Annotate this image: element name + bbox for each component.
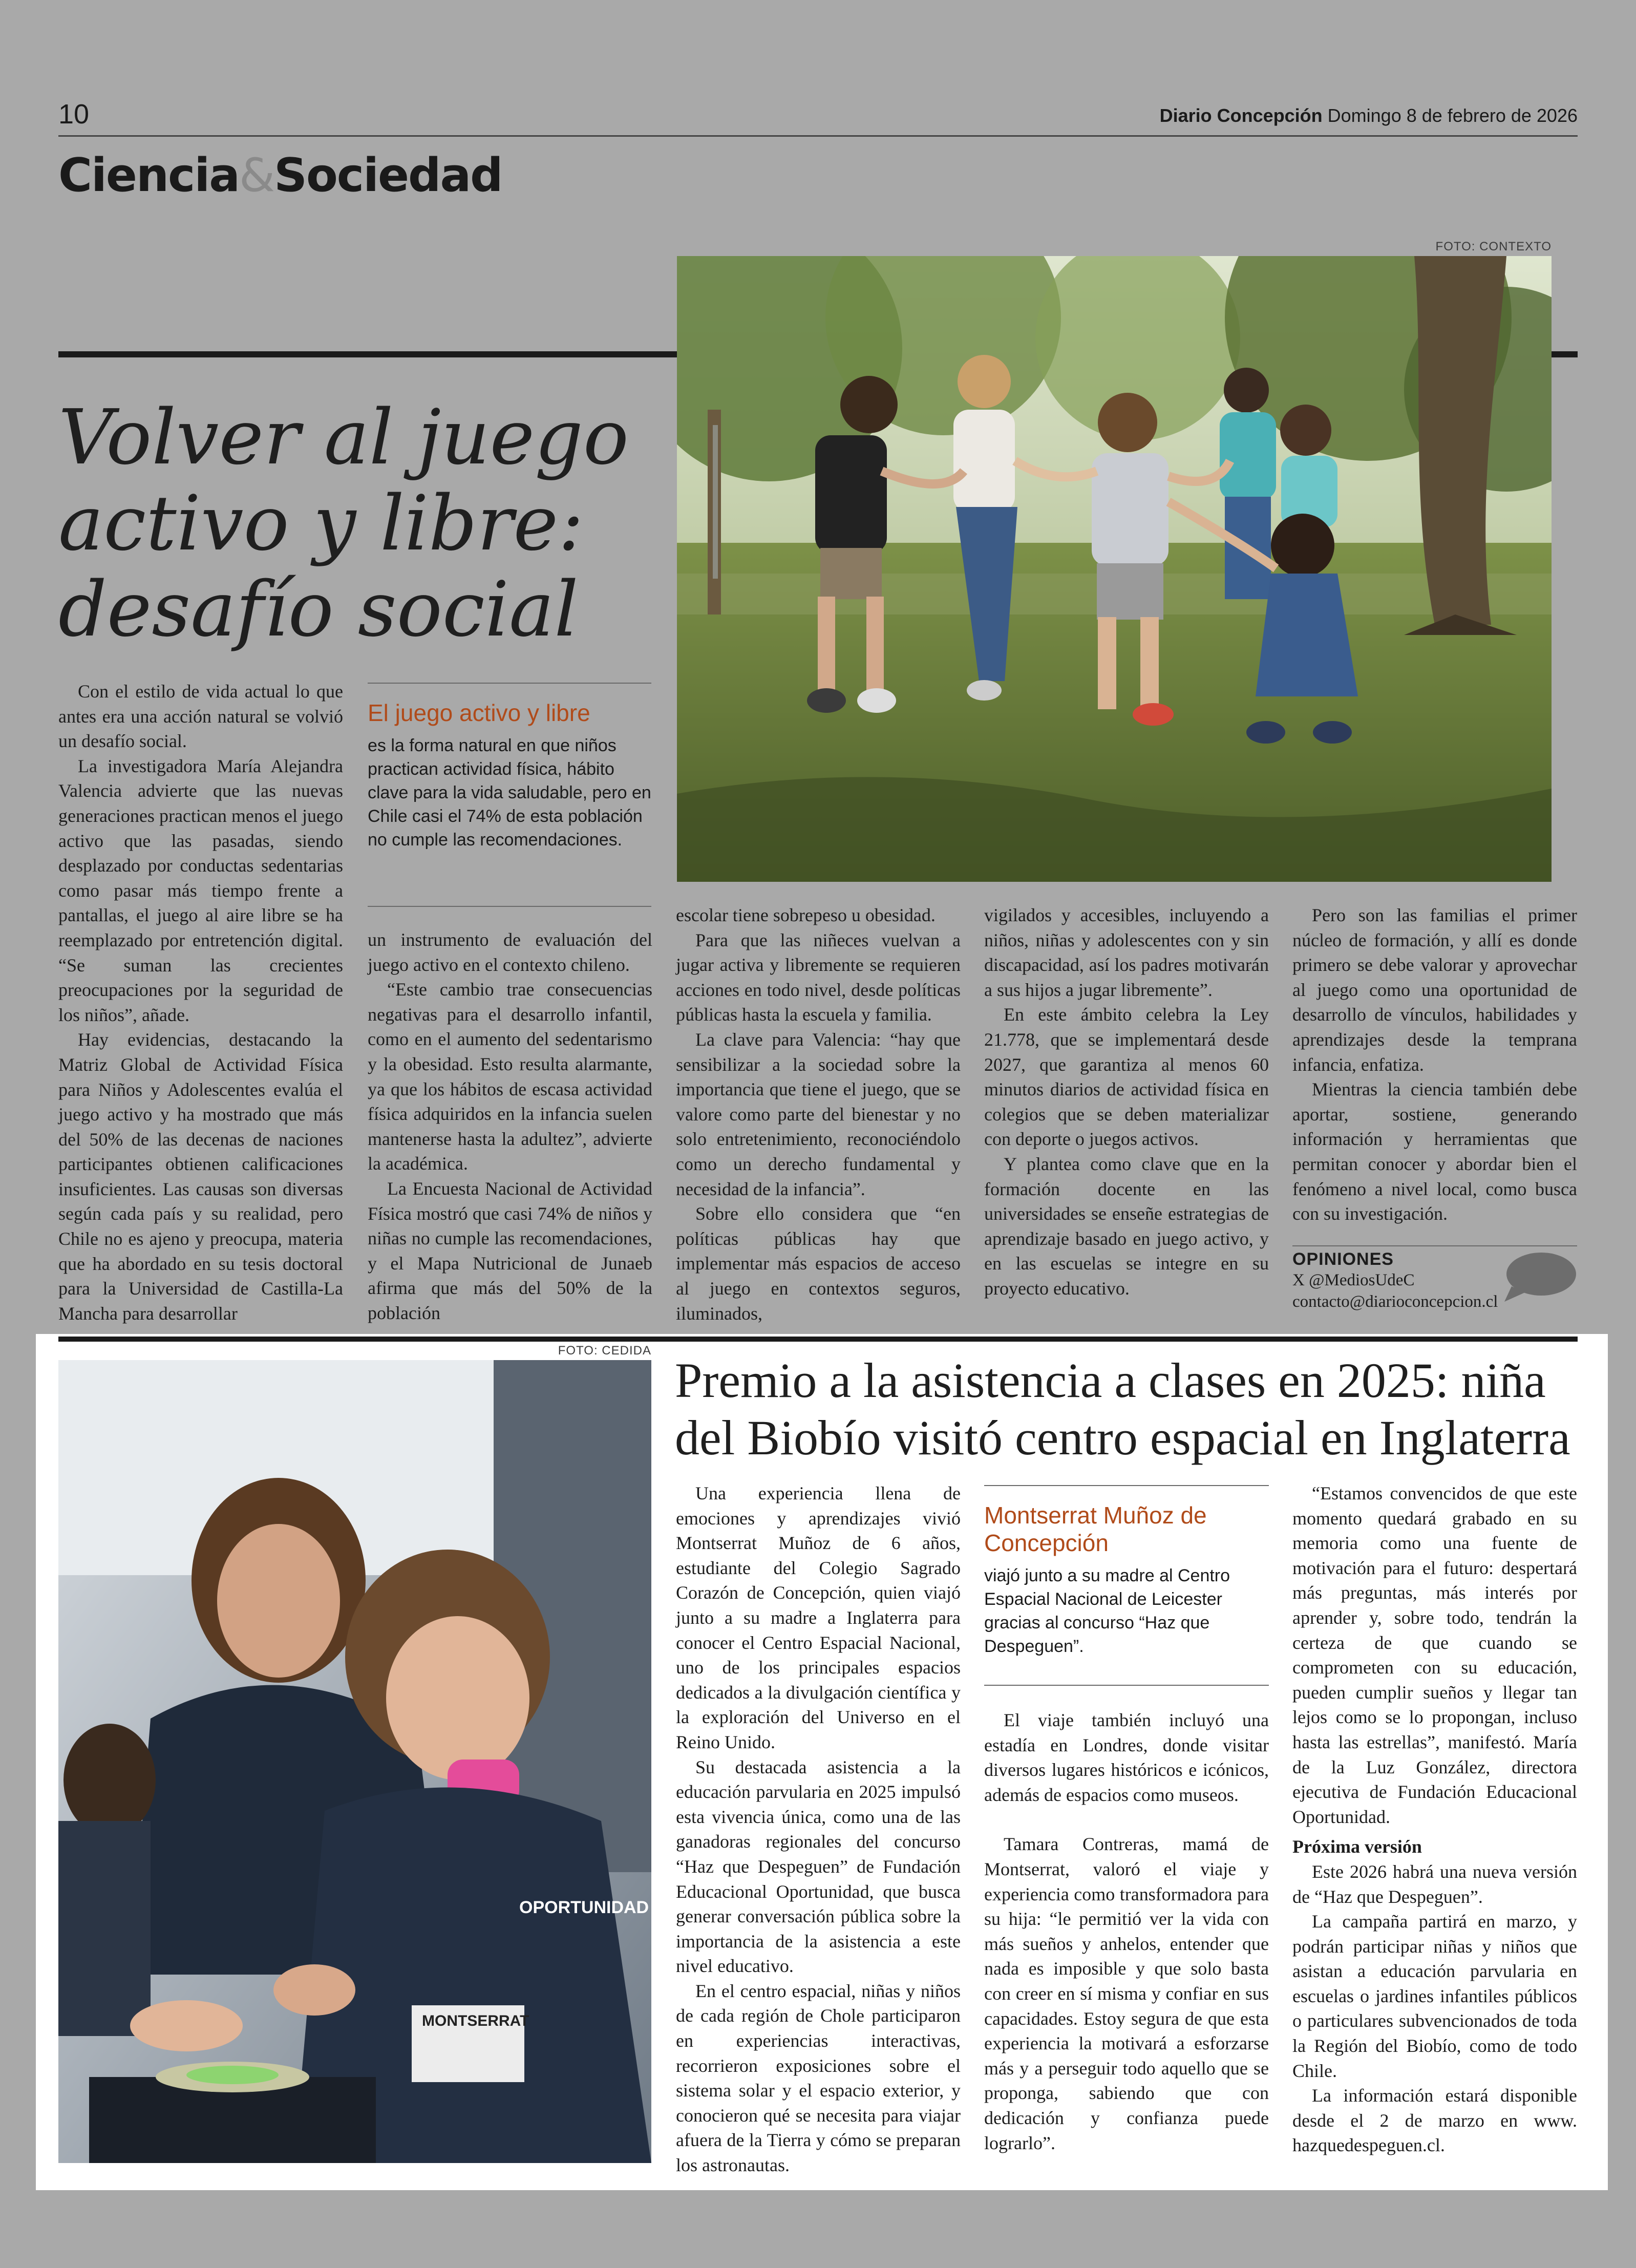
paragraph: “Este cambio trae consecuencias negativas para el desarrollo infantil, como en el aumento del sedentarismo y la obesidad. Esto resulta alarmante, ya que los hábitos de escasa actividad física adquiridos en la infancia suelen mantenerse hasta la adultez”, advierte la académica. — [368, 979, 652, 1174]
paragraph: La campaña partirá en marzo, y podrán participar niñas y niños que asistan a educación parvularia en escuelas o jardines infantiles públicos o particulares subvencionados de toda la Región del Biobío, como de todo Chile. — [1292, 1911, 1577, 2081]
paragraph: El viaje también incluyó una estadía en Londres, donde visitar diversos lugares históricos e icónicos, además de espacios como museos. — [984, 1710, 1269, 1805]
opinions-box — [1292, 1245, 1577, 1312]
paragraph: Una experiencia llena de emociones y aprendizajes vivió Montserrat Muñoz de 6 años, estudiante del Colegio Sagrado Corazón de Concepción, quien viajó junto a su madre a Inglaterra para conocer el Centro Espacial Nacional, uno de los principales espacios dedicados a la divulgación científica y la exploración del Universo en el Reino Unido. — [676, 1483, 961, 1752]
photo-credit: FOTO: CEDIDA — [558, 1344, 651, 1358]
jacket-text: OPORTUNIDAD — [519, 1898, 649, 1917]
section-ampersand: & — [239, 149, 274, 202]
pull-quote-body: es la forma natural en que niños practican actividad física, hábito clave para la vida saludable, pero en Chile casi el 74% de esta población no cumple las recomendaciones. — [368, 736, 651, 850]
paragraph: Mientras la ciencia también debe aportar, sostiene, generando información y herramientas que permitan conocer y abordar bien el fenómeno a nivel local, como busca con su investigación. — [1292, 1079, 1577, 1224]
paragraph: Sobre ello considera que “en políticas públicas hay que implementar más espacios de acceso al juego en contextos seguros, iluminados, — [676, 1203, 961, 1324]
pull-quote-title: El juego activo y libre — [368, 700, 590, 726]
paragraph: Este 2026 habrá una nueva versión de “Haz que Despeguen”. — [1292, 1861, 1577, 1907]
space-center-illustration — [58, 1360, 651, 2163]
badge-text: MONTSERRAT — [422, 2012, 529, 2029]
article-headline: Volver al juego activo y libre: desafío social — [58, 393, 629, 653]
paragraph: vigilados y accesibles, incluyendo a niños, niñas y adolescentes con y sin discapacidad, así los padres motivarán a sus hijos a jugar libremente”. — [984, 905, 1269, 1000]
opinions-social[interactable]: X @MediosUdeC — [1292, 1271, 1415, 1289]
article1-column-5 — [1292, 903, 1577, 1226]
header-rule — [58, 135, 1578, 137]
paragraph: La investigadora María Alejandra Valencia advierte que las nuevas generaciones practican menos el juego activo que las pasadas, siendo desplazado por conductas sedentarias como pasar más tiempo frente a pantallas, el juego al aire libre se ha reemplazado por entretención digital. “Se suman las crecientes preocupaciones por la seguridad de los niños”, añade. — [58, 755, 343, 1025]
paragraph: Tamara Contreras, mamá de Montserrat, valoró el viaje y experiencia como transformadora para su hija: “le permitió ver la vida con más sueños y anhelos, entender que nada es imposible y que solo basta con creer en sí misma y confiar en sus capacidades. Estoy segura de que esta experiencia la motivará a esforzarse más y a perseguir todo aquello que se proponga, sabiendo que con dedicación y confianza puede lograrlo”. — [984, 1834, 1269, 2153]
speech-bubble-icon — [1502, 1250, 1577, 1304]
paragraph: Con el estilo de vida actual lo que antes era una acción natural se volvió un desafío social. — [58, 681, 343, 752]
article1-column-2 — [368, 927, 652, 1326]
paragraph: “Estamos convencidos de que este momento quedará grabado en su memoria como una fuente de motivación para el futuro: despertará más preguntas, más interés por aprender y, sobre todo, tendrán la certeza de que cuando se comprometen con su educación, pueden cumplir sueños y llegar tan lejos como se lo propongan, incluso hasta las estrellas”, manifestó. María de la Luz González, directora ejecutiva de Fundación Educacional Oportunidad. — [1292, 1483, 1577, 1827]
section-title — [58, 149, 502, 202]
paragraph: Hay evidencias, destacando la Matriz Global de Actividad Física para Niños y Adolescentes evalúa el juego activo y ha mostrado que más del 50% de las decenas de naciones participantes obtienen calificaciones insuficientes. Las causas son diversas según cada país y su realidad, pero Chile no es ajeno y preocupa, materia que ha abordado en su tesis doctoral para la Universidad de Castilla-La Mancha para desarrollar — [58, 1029, 343, 1324]
article1-column-1 — [58, 679, 343, 1326]
space-center-photo — [58, 1360, 651, 2163]
pull-quote — [984, 1485, 1269, 1686]
child-5 — [1280, 405, 1337, 527]
paragraph: La clave para Valencia: “hay que sensibilizar a la sociedad sobre la importancia que tiene el juego, que se valore como parte del bienestar y no solo entretenimiento, reconociéndolo como un derecho fundamental y necesidad de la infancia”. — [676, 1029, 961, 1199]
subhead: Próxima versión — [1292, 1836, 1422, 1857]
article-rule-left — [58, 351, 678, 357]
article2-column-3 — [1292, 1481, 1577, 2158]
section-word-1: Ciencia — [58, 149, 239, 202]
paragraph: escolar tiene sobrepeso u obesidad. — [676, 905, 936, 925]
pull-quote-body: viajó junto a su madre al Centro Espacial Nacional de Leicester gracias al concurso “Haz que Despeguen”. — [984, 1566, 1230, 1656]
issue-date: Domingo 8 de febrero de 2026 — [1327, 105, 1578, 126]
section-word-2: Sociedad — [274, 149, 502, 202]
paragraph: En el centro espacial, niñas y niños de cada región de Chole participaron en experiencias interactivas, recorrieron exposiciones sobre el sistema solar y el espacio exterior, y conocieron qué se necesita para viajar afuera de la Tierra y cómo se preparan los astronautas. — [676, 1980, 961, 2176]
paragraph: Y plantea como clave que en la formación docente en las universidades se enseñe estrategias de aprendizaje basado en juego activo, y en las escuelas se integre en su proyecto educativo. — [984, 1153, 1269, 1299]
masthead-date — [1160, 105, 1578, 126]
paragraph: Su destacada asistencia a la educación parvularia en 2025 impulsó esta vivencia única, como una de las ganadoras regionales del concurso “Haz que Despeguen” de Fundación Educacional Oportunidad, que busca generar conversación pública sobre la importancia de la asistencia a este nivel educativo. — [676, 1756, 961, 1977]
article-rule-right — [1552, 351, 1578, 357]
children-playing-photo — [677, 256, 1552, 882]
paragraph: Pero son las familias el primer núcleo de formación, y allí es donde primero se debe valorar y aprovechar al juego como una oportunidad de desarrollo de vínculos, habilidades y aprendizajes desde la temprana infancia, enfatiza. — [1292, 905, 1577, 1075]
paragraph: La información estará disponible desde el 2 de marzo en www. hazquedespeguen.cl. — [1292, 2085, 1577, 2156]
article2-column-2 — [984, 1708, 1269, 2155]
pull-quote — [368, 683, 651, 907]
children-photo-illustration — [677, 256, 1552, 882]
article1-column-4 — [984, 903, 1269, 1301]
article2-headline: Premio a la asistencia a clases en 2025: niña del Biobío visitó centro espacial en Inglaterra — [675, 1353, 1570, 1465]
article1-column-3 — [676, 903, 961, 1326]
article2-column-1 — [676, 1481, 961, 2178]
pull-quote-title: Montserrat Muñoz de Concepción — [984, 1502, 1207, 1556]
paragraph: Para que las niñeces vuelvan a jugar activa y libremente se requieren acciones en todo nivel, desde políticas públicas hasta la escuela y familia. — [676, 929, 961, 1025]
opinions-email[interactable]: contacto@diarioconcepcion.cl — [1292, 1292, 1498, 1311]
article2-rule — [58, 1337, 1578, 1342]
newspaper-name: Diario Concepción — [1159, 105, 1323, 126]
paragraph: La Encuesta Nacional de Actividad Física mostró que casi 74% de niños y niñas no cumple las recomendaciones, y el Mapa Nutricional de Junaeb afirma que más del 50% de la población — [368, 1178, 652, 1323]
paragraph: En este ámbito celebra la Ley 21.778, que se implementará desde 2027, que garantiza al menos 60 minutos diarios de actividad física en colegios que se deben materializar con deporte o juegos activos. — [984, 1004, 1269, 1150]
opinions-title: OPINIONES — [1292, 1249, 1394, 1269]
paragraph: un instrumento de evaluación del juego activo en el contexto chileno. — [368, 929, 652, 975]
page-number: 10 — [58, 99, 90, 130]
photo-credit: FOTO: CONTEXTO — [1435, 240, 1552, 253]
